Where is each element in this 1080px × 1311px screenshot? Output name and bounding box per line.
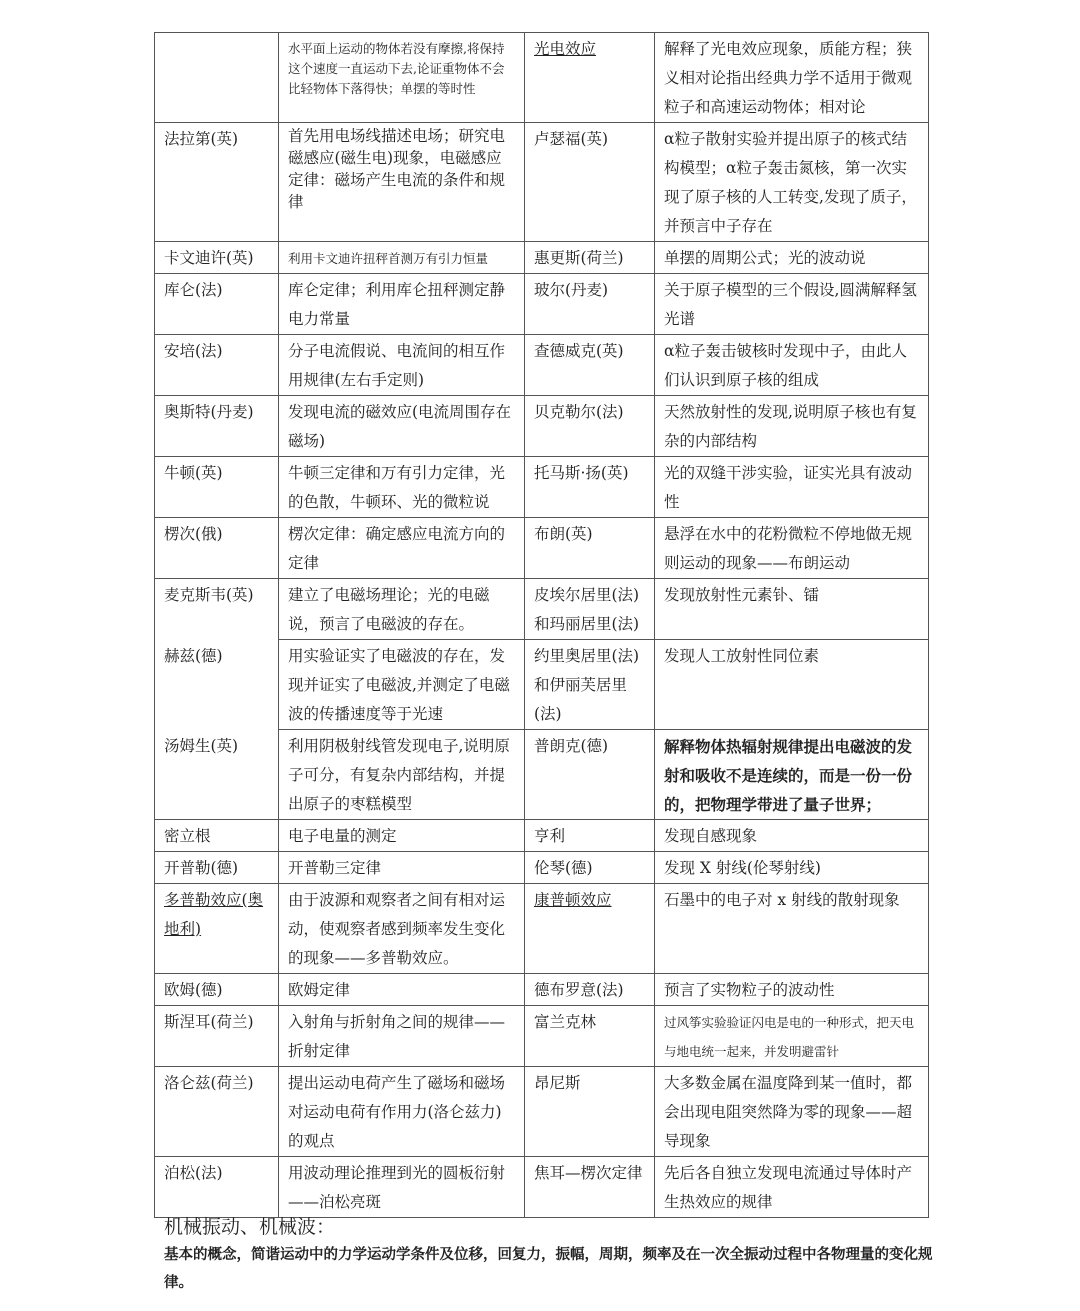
scientist-cell: 伦琴(德)	[525, 852, 655, 884]
contribution-cell: 先后各自独立发现电流通过导体时产生热效应的规律	[655, 1157, 929, 1218]
scientist-cell: 托马斯·扬(英)	[525, 457, 655, 518]
contribution-cell: 欧姆定律	[279, 974, 525, 1006]
table-row	[155, 884, 929, 974]
scientist-cell: 密立根	[155, 820, 279, 852]
scientist-cell: 泊松(法)	[155, 1157, 279, 1218]
contribution-cell: α粒子散射实验并提出原子的核式结构模型；α粒子轰击氮核，第一次实现了原子核的人工转变,发现了质子，并预言中子存在	[655, 123, 929, 242]
contribution-cell: 过风筝实验验证闪电是电的一种形式，把天电与地电统一起来，并发明避雷针	[655, 1006, 929, 1067]
scientist-cell: 楞次(俄)	[155, 518, 279, 579]
scientist-cell: 亨利	[525, 820, 655, 852]
scientist-cell: 斯涅耳(荷兰)	[155, 1006, 279, 1067]
scientist-cell: 普朗克(德)	[525, 730, 655, 820]
scientist-cell: 赫兹(德)	[155, 640, 279, 730]
contribution-cell: 天然放射性的发现,说明原子核也有复杂的内部结构	[655, 396, 929, 457]
contribution-cell: 石墨中的电子对 x 射线的散射现象	[655, 884, 929, 974]
contribution-cell: 发现人工放射性同位素	[655, 640, 929, 730]
contribution-cell: 开普勒三定律	[279, 852, 525, 884]
table-row	[155, 1006, 929, 1067]
table-row	[155, 640, 929, 730]
physicists-table	[154, 32, 929, 1218]
table-row	[155, 274, 929, 335]
contribution-cell: 发现 X 射线(伦琴射线)	[655, 852, 929, 884]
scientist-cell: 汤姆生(英)	[155, 730, 279, 820]
scientist-cell: 麦克斯韦(英)	[155, 579, 279, 640]
scientist-cell: 昂尼斯	[525, 1067, 655, 1157]
contribution-cell: 库仑定律；利用库仑扭秤测定静电力常量	[279, 274, 525, 335]
contribution-cell: 光的双缝干涉实验，证实光具有波动性	[655, 457, 929, 518]
scientist-cell: 法拉第(英)	[155, 123, 279, 242]
contribution-cell: 楞次定律：确定感应电流方向的定律	[279, 518, 525, 579]
scientist-cell: 玻尔(丹麦)	[525, 274, 655, 335]
scientist-cell: 贝克勒尔(法)	[525, 396, 655, 457]
contribution-cell: 提出运动电荷产生了磁场和磁场对运动电荷有作用力(洛仑兹力)的观点	[279, 1067, 525, 1157]
contribution-cell: 水平面上运动的物体若没有摩擦,将保持这个速度一直运动下去,论证重物体不会比轻物体下落得快；单摆的等时性	[279, 33, 525, 123]
contribution-cell: 用波动理论推理到光的圆板衍射——泊松亮斑	[279, 1157, 525, 1218]
section-title: 机械振动、机械波：	[164, 1216, 336, 1238]
scientist-cell: 惠更斯(荷兰)	[525, 242, 655, 274]
table-row	[155, 1067, 929, 1157]
contribution-cell: 利用阴极射线管发现电子,说明原子可分，有复杂内部结构，并提出原子的枣糕模型	[279, 730, 525, 820]
contribution-cell: 电子电量的测定	[279, 820, 525, 852]
scientist-cell: 洛仑兹(荷兰)	[155, 1067, 279, 1157]
scientist-cell: 约里奥居里(法)和伊丽芙居里(法)	[525, 640, 655, 730]
contribution-cell: 首先用电场线描述电场；研究电磁感应(磁生电)现象，电磁感应定律：磁场产生电流的条件和规律	[279, 123, 525, 242]
contribution-cell: 发现放射性元素钋、镭	[655, 579, 929, 640]
scientist-cell: 卡文迪许(英)	[155, 242, 279, 274]
scientist-cell: 牛顿(英)	[155, 457, 279, 518]
contribution-cell: α粒子轰击铍核时发现中子，由此人们认识到原子核的组成	[655, 335, 929, 396]
scientist-cell: 德布罗意(法)	[525, 974, 655, 1006]
contribution-cell: 由于波源和观察者之间有相对运动，使观察者感到频率发生变化的现象——多普勒效应。	[279, 884, 525, 974]
contribution-cell: 关于原子模型的三个假设,圆满解释氢光谱	[655, 274, 929, 335]
scientist-cell: 查德威克(英)	[525, 335, 655, 396]
scientist-cell: 多普勒效应(奥地利)	[155, 884, 279, 974]
contribution-cell: 大多数金属在温度降到某一值时，都会出现电阻突然降为零的现象——超导现象	[655, 1067, 929, 1157]
contribution-cell: 发现电流的磁效应(电流周围存在磁场)	[279, 396, 525, 457]
table-row	[155, 123, 929, 242]
scientist-cell: 开普勒(德)	[155, 852, 279, 884]
scientist-cell: 欧姆(德)	[155, 974, 279, 1006]
contribution-cell: 解释物体热辐射规律提出电磁波的发射和吸收不是连续的，而是一份一份的，把物理学带进了量子世界；	[655, 730, 929, 820]
scientist-cell: 光电效应	[525, 33, 655, 123]
table-row	[155, 242, 929, 274]
scientist-cell: 库仑(法)	[155, 274, 279, 335]
table-row	[155, 457, 929, 518]
section-text: 基本的概念，简谐运动中的力学运动学条件及位移，回复力，振幅，周期，频率及在一次全振动过程中各物理量的变化规律。	[164, 1246, 933, 1291]
contribution-cell: 分子电流假说、电流间的相互作用规律(左右手定则)	[279, 335, 525, 396]
table-row	[155, 518, 929, 579]
contribution-cell: 发现自感现象	[655, 820, 929, 852]
table-row	[155, 1157, 929, 1218]
contribution-cell: 单摆的周期公式；光的波动说	[655, 242, 929, 274]
contribution-cell: 悬浮在水中的花粉微粒不停地做无规则运动的现象——布朗运动	[655, 518, 929, 579]
table-row	[155, 730, 929, 820]
contribution-cell: 用实验证实了电磁波的存在，发现并证实了电磁波,并测定了电磁波的传播速度等于光速	[279, 640, 525, 730]
contribution-cell: 牛顿三定律和万有引力定律，光的色散，牛顿环、光的微粒说	[279, 457, 525, 518]
contribution-cell: 预言了实物粒子的波动性	[655, 974, 929, 1006]
contribution-cell: 入射角与折射角之间的规律——折射定律	[279, 1006, 525, 1067]
table-row	[155, 396, 929, 457]
table-row	[155, 33, 929, 123]
scientist-cell: 布朗(英)	[525, 518, 655, 579]
contribution-cell: 建立了电磁场理论；光的电磁说，预言了电磁波的存在。	[279, 579, 525, 640]
table-row	[155, 852, 929, 884]
scientist-cell: 奥斯特(丹麦)	[155, 396, 279, 457]
table-row	[155, 335, 929, 396]
scientist-cell	[155, 33, 279, 123]
table-row	[155, 820, 929, 852]
contribution-cell: 解释了光电效应现象，质能方程；狭义相对论指出经典力学不适用于微观粒子和高速运动物体；相对论	[655, 33, 929, 123]
table-row	[155, 579, 929, 640]
scientist-cell: 卢瑟福(英)	[525, 123, 655, 242]
table-row	[155, 974, 929, 1006]
contribution-cell: 利用卡文迪许扭秤首测万有引力恒量	[279, 242, 525, 274]
scientist-cell: 康普顿效应	[525, 884, 655, 974]
scientist-cell: 皮埃尔居里(法)和玛丽居里(法)	[525, 579, 655, 640]
scientist-cell: 焦耳—楞次定律	[525, 1157, 655, 1218]
scientist-cell: 安培(法)	[155, 335, 279, 396]
scientist-cell: 富兰克林	[525, 1006, 655, 1067]
